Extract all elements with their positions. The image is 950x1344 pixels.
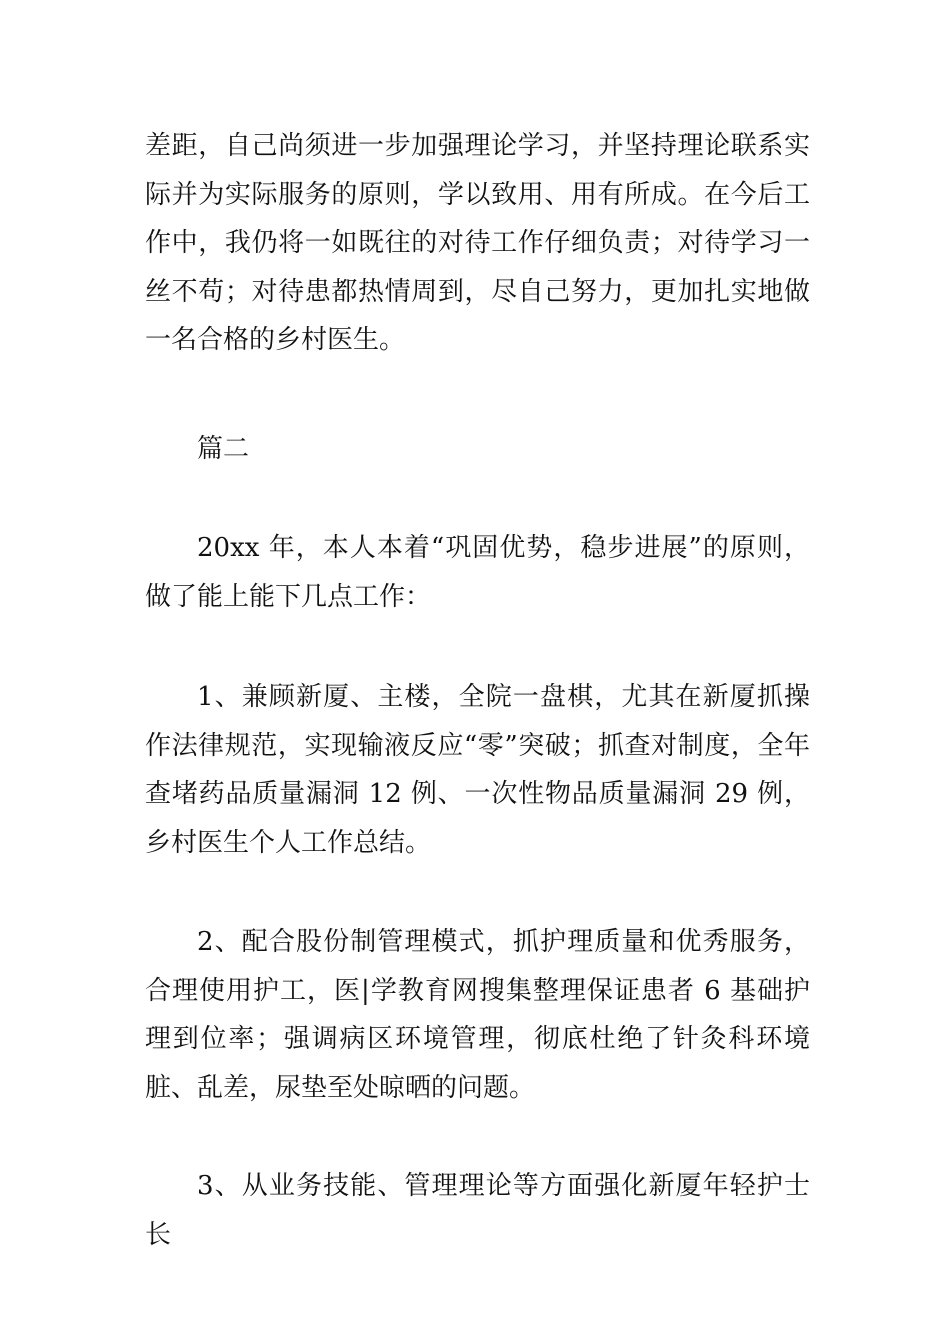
list-item-2: 2、配合股份制管理模式，抓护理质量和优秀服务，合理使用护工，医|学教育网搜集整理保证患者 6 基础护理到位率；强调病区环境管理，彻底杜绝了针灸科环境脏、乱差，尿垫至处晾晒的问题。 (145, 927, 810, 1103)
list-item-1: 1、兼顾新厦、主楼，全院一盘棋，尤其在新厦抓操作法律规范，实现输液反应“零”突破；抓查对制度，全年查堵药品质量漏洞 12 例、一次性物品质量漏洞 29 例，乡村医生个人工作总结。 (145, 682, 810, 858)
paragraph-intro: 20xx 年，本人本着“巩固优势，稳步进展”的原则，做了能上能下几点工作： (145, 533, 810, 612)
section-heading: 篇二 (197, 434, 250, 464)
list-item-3: 3、从业务技能、管理理论等方面强化新厦年轻护士长 (145, 1171, 810, 1250)
paragraph-continuation: 差距，自己尚须进一步加强理论学习，并坚持理论联系实际并为实际服务的原则，学以致用、用有所成。在今后工作中，我仍将一如既往的对待工作仔细负责；对待学习一丝不苟；对待患都热情周到，尽自己努力，更加扎实地做一名合格的乡村医生。 (145, 131, 810, 355)
